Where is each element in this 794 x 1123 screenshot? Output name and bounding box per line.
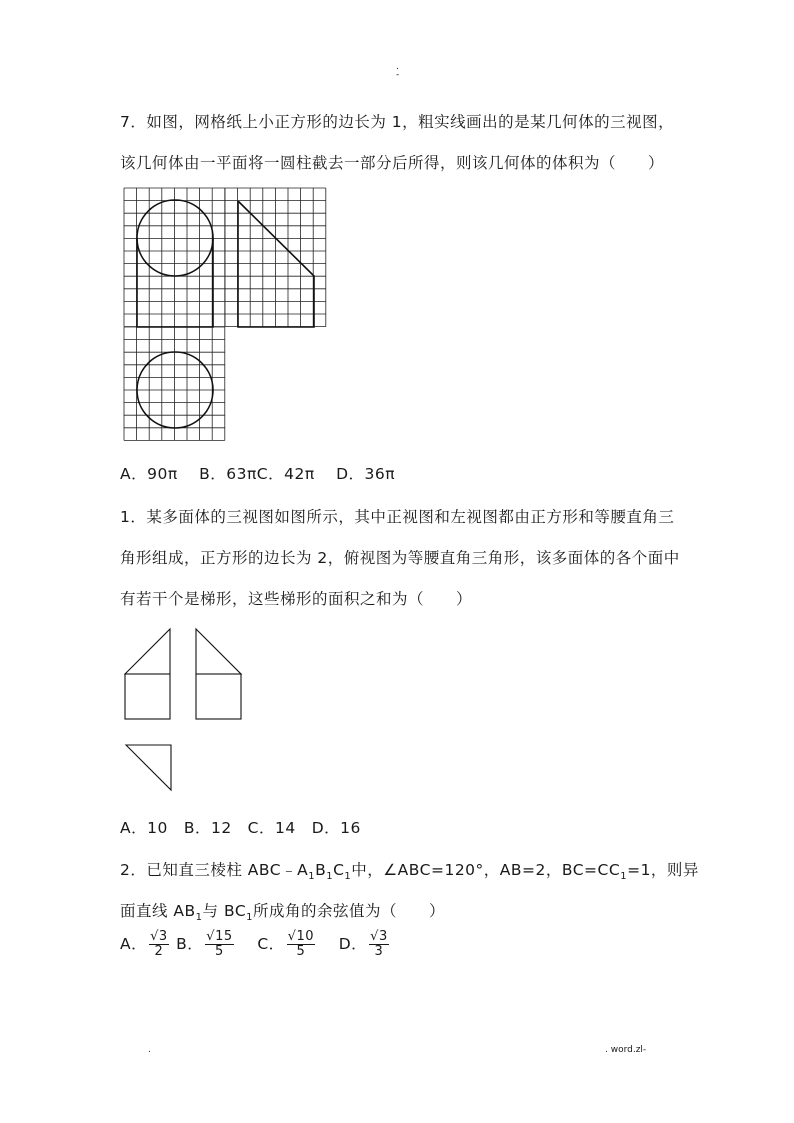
header-mark-2: - bbox=[396, 70, 400, 80]
q2-option-c-fraction: $\frac{√10}{5}$ bbox=[287, 929, 314, 959]
footer-right-mark: . word.zl- bbox=[605, 1045, 647, 1055]
q1-side-view-square bbox=[196, 674, 241, 719]
q1-options: A．10 B．12 C．14 D．16 bbox=[120, 819, 361, 837]
header-mark: . bbox=[396, 62, 399, 72]
q1-line-1: 1．某多面体的三视图如图所示，其中正视图和左视图都由正方形和等腰直角三 bbox=[120, 508, 675, 526]
q1-top-view-triangle bbox=[126, 745, 171, 790]
q2-option-a-label: A． bbox=[120, 935, 148, 953]
q2-option-a-fraction: $\frac{√3}{2}$ bbox=[150, 929, 168, 959]
q1-side-view-triangle bbox=[196, 629, 241, 674]
q1-line-3: 有若干个是梯形，这些梯形的面积之和为（ ） bbox=[120, 590, 473, 608]
q2-option-b-label: B． bbox=[176, 935, 204, 953]
q1-front-view-square bbox=[125, 674, 170, 719]
q2-option-d-label: D． bbox=[338, 935, 368, 953]
footer-left-mark: . bbox=[148, 1045, 151, 1055]
q2-line-1: 2．已知直三棱柱 $ABC﹣A_1B_1C_1$中，∠ABC=120°，AB=2，$BC=CC_1=1$，则异 bbox=[120, 861, 699, 883]
q2-option-b-fraction: $\frac{√15}{5}$ bbox=[206, 929, 233, 959]
q7-line-2: 该几何体由一平面将一圆柱截去一部分后所得，则该几何体的体积为（ ） bbox=[120, 154, 665, 172]
q2-options bbox=[120, 930, 391, 959]
q1-front-view-triangle bbox=[125, 629, 170, 674]
q2-line-2: 面直线 $AB_1$与 $BC_1$所成角的余弦值为（ ） bbox=[120, 902, 446, 924]
q7-options: A．90π B．63πC．42π D．36π bbox=[120, 465, 396, 483]
q1-line-2: 角形组成，正方形的边长为 2，俯视图为等腰直角三角形，该多面体的各个面中 bbox=[120, 549, 680, 567]
q2-option-c-label: C． bbox=[257, 935, 285, 953]
q7-line-1: 7．如图，网格纸上小正方形的边长为 1，粗实线画出的是某几何体的三视图， bbox=[120, 113, 675, 131]
q2-option-d-fraction: $\frac{√3}{3}$ bbox=[370, 929, 388, 959]
